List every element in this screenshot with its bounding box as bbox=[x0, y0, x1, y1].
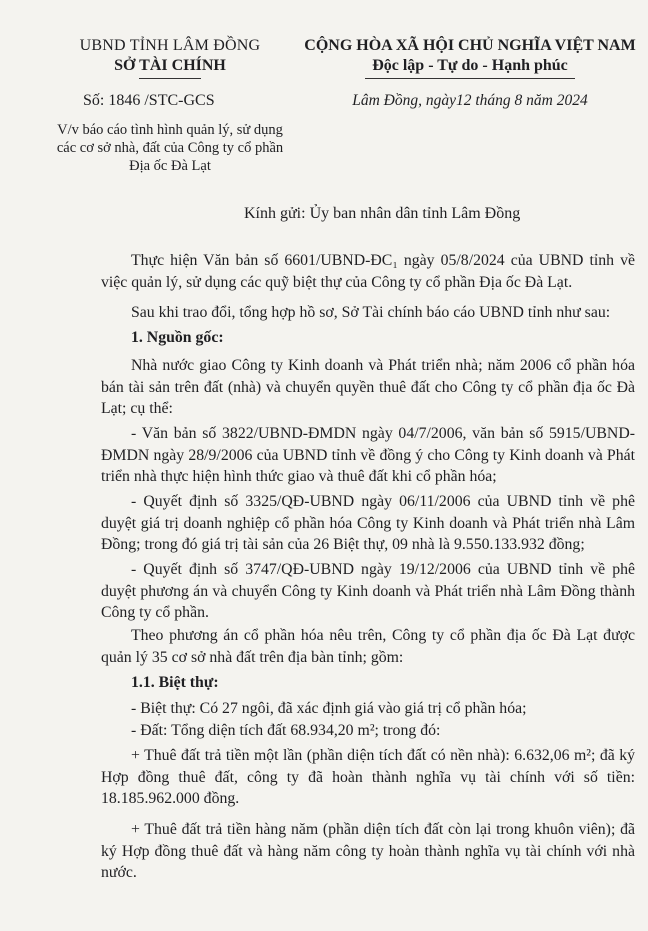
section-heading-villas: 1.1. Biệt thự: bbox=[131, 674, 219, 691]
paragraph-lease-annual: + Thuê đất trả tiền hàng năm (phần diện tích đất còn lại trong khuôn viên); đã ký Hợp đồng thuê đất và hàng năm công ty hoàn thành nghĩa vụ tài chính với nhà nước. bbox=[101, 821, 635, 881]
document-subject: V/v báo cáo tình hình quản lý, sử dụng các cơ sở nhà, đất của Công ty cổ phần Địa ốc Đà Lạt bbox=[56, 122, 284, 174]
paragraph-origin: Nhà nước giao Công ty Kinh doanh và Phát triển nhà; năm 2006 cổ phần hóa bán tài sản trên đất (nhà) và chuyển quyền thuê đất cho Công ty cổ phần địa ốc Đà Lạt; cụ thể: bbox=[101, 357, 635, 417]
paragraph-item-3325: - Quyết định số 3325/QĐ-UBND ngày 06/11/2006 của UBND tỉnh về phê duyệt giá trị doanh nghiệp cổ phần hóa Công ty Kinh doanh và Phát triển nhà Lâm Đồng; trong đó giá trị tài sản của 26 Biệt thự, 09 nhà là 9.550.133.932 đồng; bbox=[101, 493, 635, 553]
paragraph-villas: - Biệt thự: Có 27 ngôi, đã xác định giá vào giá trị cổ phần hóa; bbox=[131, 700, 527, 717]
place-date: Lâm Đồng, ngày12 tháng 8 năm 2024 bbox=[352, 92, 588, 109]
document-number: Số: 1846 /STC-GCS bbox=[83, 92, 215, 109]
motto-underline bbox=[365, 78, 575, 79]
issuer-parent: UBND TỈNH LÂM ĐỒNG bbox=[79, 37, 261, 54]
issuer-block bbox=[55, 36, 285, 175]
issuer-underline bbox=[139, 78, 201, 79]
paragraph-item-3822: - Văn bản số 3822/UBND-ĐMDN ngày 04/7/2006, văn bản số 5915/UBND-ĐMDN ngày 28/9/2006 của UBND tỉnh về đồng ý cho Công ty Kinh doanh và Phát triển nhà thực hiện hình thức giao và thuê đất khi cổ phần hóa; bbox=[101, 425, 635, 485]
paragraph-land: - Đất: Tổng diện tích đất 68.934,20 m²; trong đó: bbox=[131, 722, 441, 739]
recipient-line: Kính gửi: Ủy ban nhân dân tỉnh Lâm Đồng bbox=[244, 205, 521, 222]
paragraph-intro: Sau khi trao đổi, tổng hợp hồ sơ, Sở Tài chính báo cáo UBND tỉnh như sau: bbox=[131, 304, 611, 321]
national-motto-block bbox=[300, 36, 640, 111]
paragraph-reference: Thực hiện Văn bản số 6601/UBND-ĐC₁ ngày 05/8/2024 của UBND tỉnh về việc quản lý, sử dụng các quỹ biệt thự của Công ty cổ phần Địa ốc Đà Lạt. bbox=[101, 252, 635, 291]
issuer-name: SỞ TÀI CHÍNH bbox=[114, 57, 226, 74]
section-heading-origin: 1. Nguồn gốc: bbox=[131, 329, 224, 346]
country-name: CỘNG HÒA XÃ HỘI CHỦ NGHĨA VIỆT NAM bbox=[304, 37, 636, 54]
paragraph-item-3747: - Quyết định số 3747/QĐ-UBND ngày 19/12/2006 của UBND tỉnh về phê duyệt phương án và chuyển Công ty Kinh doanh và Phát triển nhà Lâm Đồng thành Công ty cổ phần. bbox=[101, 561, 635, 621]
paragraph-lease-once: + Thuê đất trả tiền một lần (phần diện tích đất có nền nhà): 6.632,06 m²; đã ký Hợp đồng thuê đất, công ty đã hoàn thành nghĩa vụ tài chính với số tiền: 18.185.962.000 đồng. bbox=[101, 747, 635, 807]
motto: Độc lập - Tự do - Hạnh phúc bbox=[372, 57, 568, 74]
paragraph-plan: Theo phương án cổ phần hóa nêu trên, Công ty cổ phần địa ốc Đà Lạt được quản lý 35 cơ sở nhà đất trên địa bàn tỉnh; gồm: bbox=[101, 627, 635, 666]
